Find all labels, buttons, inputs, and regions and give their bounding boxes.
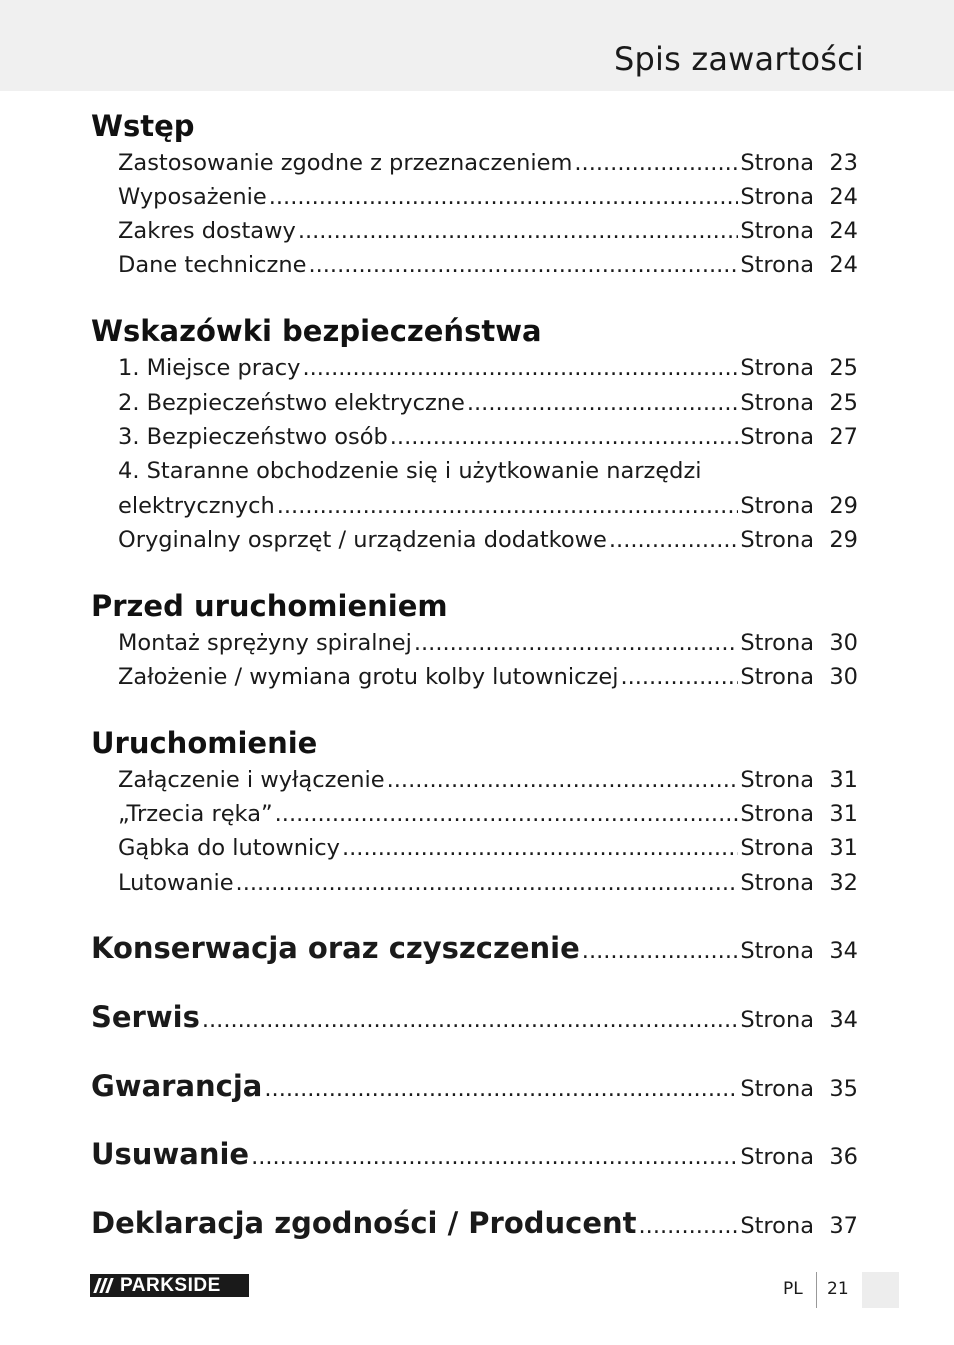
toc-page-number: 31 xyxy=(829,767,858,793)
dot-leader xyxy=(277,489,739,523)
toc-page-word: Strona xyxy=(740,1144,814,1170)
toc-entry-label: Załączenie i wyłączenie xyxy=(118,767,385,793)
toc-entry xyxy=(118,351,858,385)
dot-leader xyxy=(275,797,739,831)
toc-page-number: 36 xyxy=(829,1144,858,1170)
parkside-logo xyxy=(90,1274,249,1297)
toc-page-word: Strona xyxy=(740,938,814,964)
toc-page-number: 35 xyxy=(829,1076,858,1102)
toc-entry xyxy=(118,660,858,694)
dot-leader xyxy=(414,626,738,660)
toc-main-entry xyxy=(91,1064,858,1108)
toc-main-entry-label: Usuwanie xyxy=(91,1137,250,1171)
footer-divider xyxy=(816,1272,817,1308)
toc-page-number: 30 xyxy=(829,664,858,690)
dot-leader xyxy=(236,866,739,900)
toc-main-entry-label: Deklaracja zgodności / Producent xyxy=(91,1206,637,1240)
toc-entry-label-line1: 4. Staranne obchodzenie się i użytkowanie narzędzi xyxy=(118,458,702,484)
toc-entry-label: Dane techniczne xyxy=(118,252,307,278)
toc-page-number: 32 xyxy=(829,870,858,896)
toc-entry xyxy=(118,797,858,831)
toc-entry xyxy=(118,146,858,180)
toc-entry xyxy=(118,831,858,865)
toc-page-number: 24 xyxy=(829,218,858,244)
toc-page-number: 31 xyxy=(829,835,858,861)
dot-leader xyxy=(620,660,738,694)
dot-leader xyxy=(264,1067,738,1111)
toc-page-word: Strona xyxy=(740,218,814,244)
toc-entry-label: Zakres dostawy xyxy=(118,218,296,244)
toc-page-word: Strona xyxy=(740,801,814,827)
dot-leader xyxy=(639,1204,739,1248)
toc-page-number: 37 xyxy=(829,1213,858,1239)
toc-page-number: 25 xyxy=(829,355,858,381)
section-title-intro: Wstęp xyxy=(91,109,195,143)
toc-entry xyxy=(118,248,858,282)
toc-page-word: Strona xyxy=(740,355,814,381)
dot-leader xyxy=(269,180,739,214)
toc-page-word: Strona xyxy=(740,835,814,861)
toc-page-word: Strona xyxy=(740,390,814,416)
toc-entry-label: Lutowanie xyxy=(118,870,234,896)
toc-entry-label: Założenie / wymiana grotu kolby lutowniczej xyxy=(118,664,619,690)
toc-page-word: Strona xyxy=(740,424,814,450)
toc-page-word: Strona xyxy=(740,664,814,690)
toc-entry-label: Zastosowanie zgodne z przeznaczeniem xyxy=(118,150,573,176)
section-title-startup: Uruchomienie xyxy=(91,726,318,760)
toc-page-word: Strona xyxy=(740,870,814,896)
toc-page-word: Strona xyxy=(740,1213,814,1239)
toc-page-word: Strona xyxy=(740,767,814,793)
toc-entry xyxy=(118,420,858,454)
dot-leader xyxy=(298,214,739,248)
dot-leader xyxy=(251,1135,738,1179)
dot-leader xyxy=(308,248,738,282)
toc-entry-label: Montaż sprężyny spiralnej xyxy=(118,630,412,656)
toc-page-word: Strona xyxy=(740,1007,814,1033)
toc-entry-label: „Trzecia ręka” xyxy=(118,801,273,827)
toc-page-number: 23 xyxy=(829,150,858,176)
dot-leader xyxy=(202,998,738,1042)
section-title-safety: Wskazówki bezpieczeństwa xyxy=(91,314,542,348)
dot-leader xyxy=(390,420,739,454)
toc-main-entry xyxy=(91,1132,858,1176)
toc-page-word: Strona xyxy=(740,184,814,210)
toc-entry-label: elektrycznych xyxy=(118,493,275,519)
toc-page-word: Strona xyxy=(740,150,814,176)
toc-entry xyxy=(118,626,858,660)
toc-entry xyxy=(118,180,858,214)
toc-page-number: 34 xyxy=(829,938,858,964)
toc-page-word: Strona xyxy=(740,630,814,656)
toc-page-number: 31 xyxy=(829,801,858,827)
toc-page-word: Strona xyxy=(740,1076,814,1102)
logo-stripes-icon xyxy=(96,1278,114,1293)
toc-page-number: 29 xyxy=(829,493,858,519)
toc-main-entry-label: Serwis xyxy=(91,1000,200,1034)
dot-leader xyxy=(582,929,739,973)
toc-entry xyxy=(118,763,858,797)
language-code: PL xyxy=(783,1279,803,1299)
toc-page-number: 34 xyxy=(829,1007,858,1033)
toc-page-number: 24 xyxy=(829,184,858,210)
toc-entry xyxy=(118,866,858,900)
dot-leader xyxy=(574,146,738,180)
toc-page-number: 25 xyxy=(829,390,858,416)
section-title-before-startup: Przed uruchomieniem xyxy=(91,589,448,623)
toc-entry-label: 1. Miejsce pracy xyxy=(118,355,301,381)
toc-entry-label: Gąbka do lutownicy xyxy=(118,835,340,861)
toc-entry-label: Oryginalny osprzęt / urządzenia dodatkowe xyxy=(118,527,607,553)
toc-main-entry xyxy=(91,926,858,970)
dot-leader xyxy=(342,831,738,865)
toc-main-entry-label: Gwarancja xyxy=(91,1069,263,1103)
toc-main-entry xyxy=(91,1201,858,1245)
brand-name: PARKSIDE xyxy=(120,1274,221,1296)
toc-entry xyxy=(118,214,858,248)
toc-entry xyxy=(118,489,858,523)
toc-entry-label: 3. Bezpieczeństwo osób xyxy=(118,424,388,450)
toc-page-number: 30 xyxy=(829,630,858,656)
page-title: Spis zawartości xyxy=(614,40,864,78)
dot-leader xyxy=(302,351,738,385)
toc-page-number: 27 xyxy=(829,424,858,450)
dot-leader xyxy=(467,386,738,420)
dot-leader xyxy=(387,763,739,797)
toc-page-word: Strona xyxy=(740,493,814,519)
toc-entry-label: 2. Bezpieczeństwo elektryczne xyxy=(118,390,465,416)
footer-tab-box xyxy=(862,1272,899,1308)
toc-page-number: 29 xyxy=(829,527,858,553)
dot-leader xyxy=(609,523,738,557)
toc-main-entry-label: Konserwacja oraz czyszczenie xyxy=(91,931,580,965)
toc-page-number: 24 xyxy=(829,252,858,278)
toc-page-word: Strona xyxy=(740,252,814,278)
page-number: 21 xyxy=(827,1279,849,1299)
toc-main-entry xyxy=(91,995,858,1039)
toc-entry xyxy=(118,523,858,557)
toc-entry-label: Wyposażenie xyxy=(118,184,267,210)
toc-page-word: Strona xyxy=(740,527,814,553)
toc-entry xyxy=(118,386,858,420)
